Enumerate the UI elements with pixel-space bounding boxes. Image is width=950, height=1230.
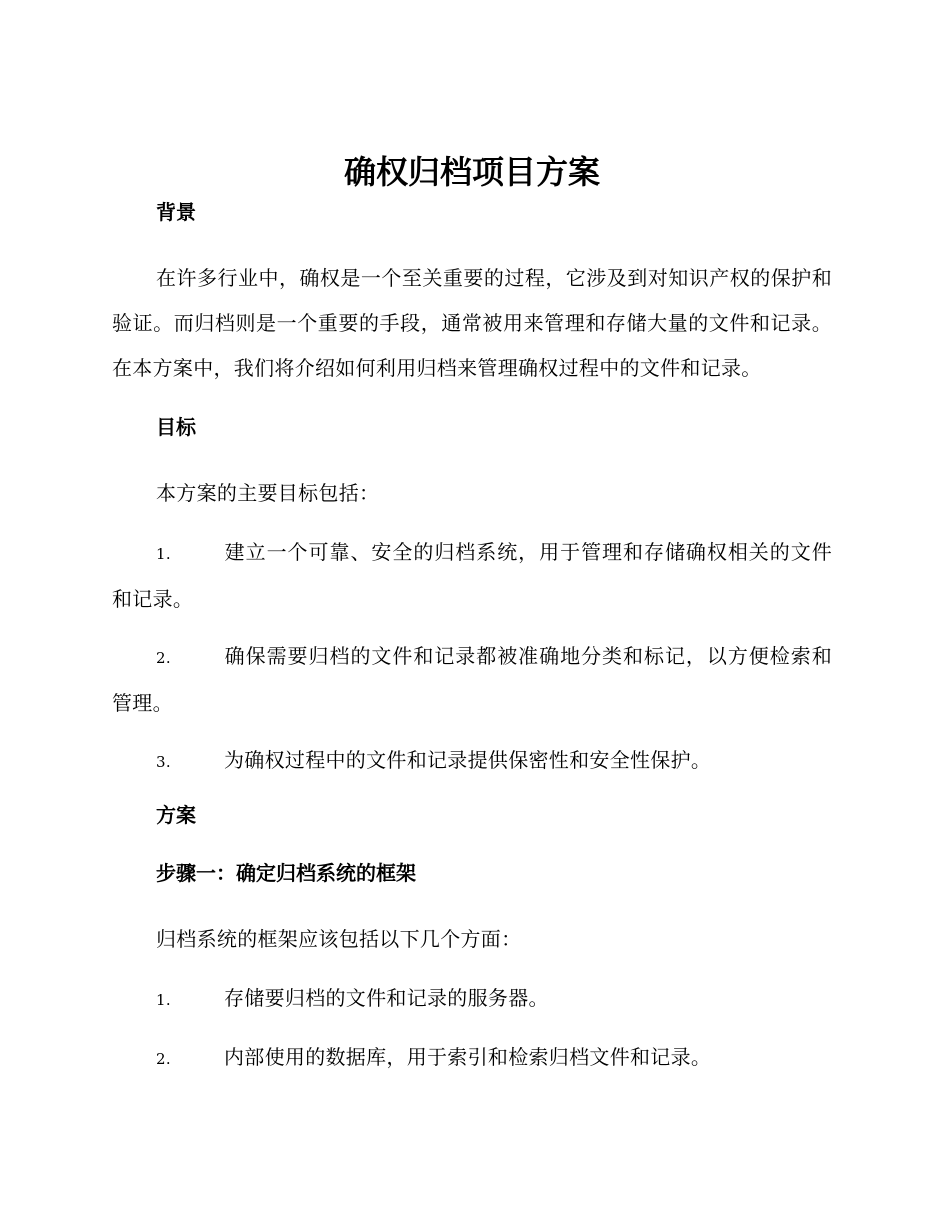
section-heading-background: 背景 — [156, 200, 196, 224]
list-text: 内部使用的数据库，用于索引和检索归档文件和记录。 — [224, 1045, 712, 1069]
list-text: 为确权过程中的文件和记录提供保密性和安全性保护。 — [224, 748, 712, 772]
list-number: 2. — [156, 1050, 171, 1068]
goals-intro: 本方案的主要目标包括： — [156, 481, 380, 505]
list-text: 建立一个可靠、安全的归档系统，用于管理和存储确权相关的文件和记录。 — [112, 540, 832, 611]
document-title: 确权归档项目方案 — [343, 153, 600, 191]
step1-heading: 步骤一：确定归档系统的框架 — [156, 861, 416, 885]
background-paragraph: 在许多行业中，确权是一个至关重要的过程，它涉及到对知识产权的保护和验证。而归档则是一个重要的手段，通常被用来管理和存储大量的文件和记录。在本方案中，我们将介绍如何利用归档来管理确权过程中的文件和记录。 — [112, 266, 832, 380]
list-number: 2. — [156, 649, 171, 667]
goal-item-3 — [112, 738, 832, 785]
goal-item-2 — [112, 634, 832, 726]
section-heading-goals: 目标 — [156, 415, 196, 439]
document-body — [112, 150, 832, 1094]
step1-item-1 — [112, 976, 832, 1023]
step1-item-2 — [112, 1035, 832, 1082]
section-heading-plan: 方案 — [156, 803, 196, 827]
list-number: 3. — [156, 753, 171, 771]
step1-intro: 归档系统的框架应该包括以下几个方面： — [156, 927, 522, 951]
goal-item-1 — [112, 530, 832, 622]
list-number: 1. — [156, 545, 171, 563]
list-text: 存储要归档的文件和记录的服务器。 — [224, 986, 549, 1010]
list-number: 1. — [156, 991, 171, 1009]
list-text: 确保需要归档的文件和记录都被准确地分类和标记，以方便检索和管理。 — [112, 644, 832, 715]
